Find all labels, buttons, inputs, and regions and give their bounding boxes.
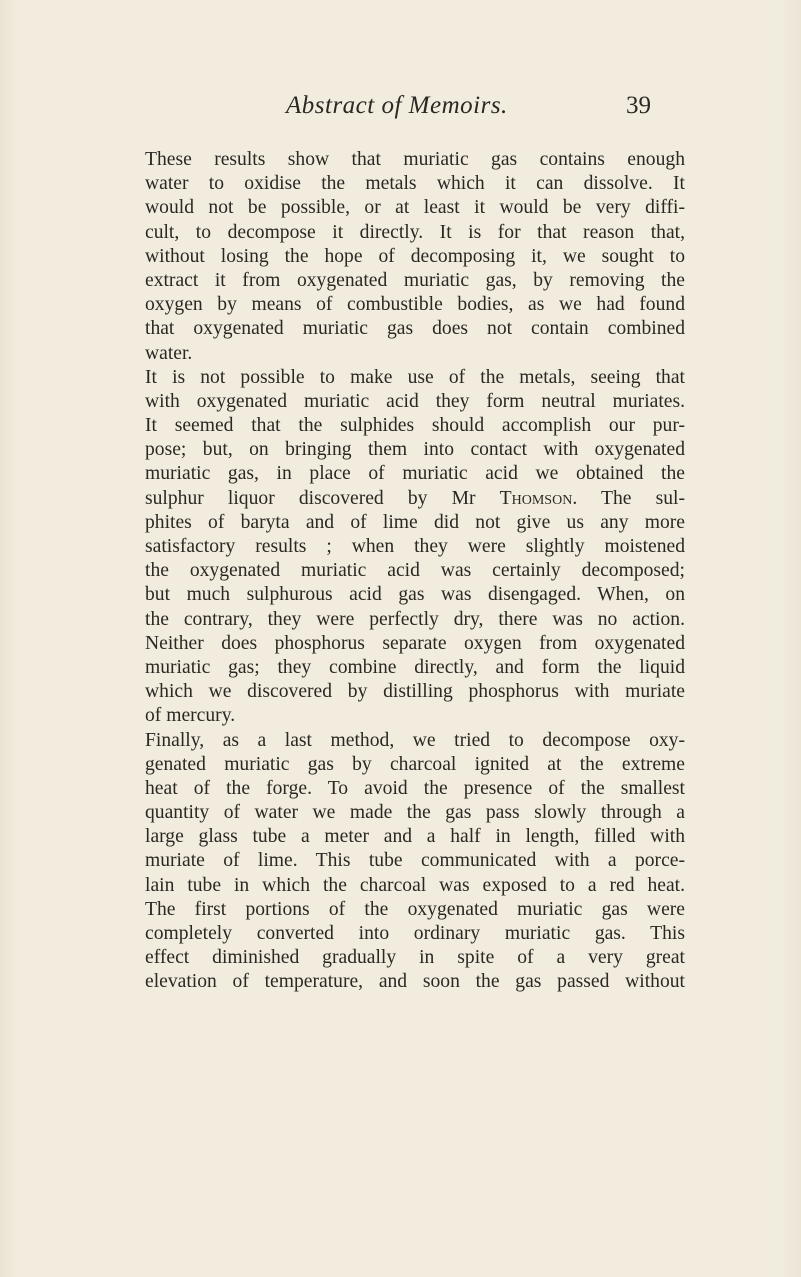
text-line: pose; but, on bringing them into contact with oxygenated [145, 439, 685, 461]
text-line: cult, to decompose it directly. It is for that reason that, [145, 221, 685, 243]
page-header [0, 92, 801, 132]
text-line: genated muriatic gas by charcoal ignited at the extreme [145, 753, 685, 775]
body-text [145, 148, 685, 995]
running-title: Abstract of Memoirs. [286, 92, 508, 119]
text-line: effect diminished gradually in spite of a very great [145, 947, 685, 969]
text-line: The first portions of the oxygenated muriatic gas were [145, 898, 685, 920]
text-line: quantity of water we made the gas pass slowly through a [145, 802, 685, 824]
text-line: water to oxidise the metals which it can dissolve. It [145, 173, 685, 195]
text-line: large glass tube a meter and a half in length, filled with [145, 826, 685, 848]
text-line: These results show that muriatic gas contains enough [145, 149, 685, 170]
text-line: extract it from oxygenated muriatic gas, by removing the [145, 269, 685, 291]
text-line: Finally, as a last method, we tried to decompose oxy- [145, 729, 685, 751]
text-line: completely converted into ordinary muriatic gas. This [145, 923, 685, 944]
text-line: lain tube in which the charcoal was exposed to a red heat. [145, 874, 685, 896]
text-line: which we discovered by distilling phosphorus with muriate [145, 681, 685, 703]
text-line: would not be possible, or at least it would be very diffi- [145, 197, 685, 219]
text-line: that oxygenated muriatic gas does not contain combined [145, 318, 685, 340]
text-line: heat of the forge. To avoid the presence of the smallest [145, 777, 685, 799]
text-line: muriate of lime. This tube communicated with a porce- [145, 850, 685, 872]
text-line: sulphur liquor discovered by Mr Thomson. The sul- [145, 487, 685, 509]
text-line: It seemed that the sulphides should accomplish our pur- [145, 415, 685, 437]
text-line: muriatic gas; they combine directly, and form the liquid [145, 656, 685, 678]
text-line: water. [145, 342, 193, 364]
text-line: without losing the hope of decomposing it, we sought to [145, 245, 685, 267]
text-line: the contrary, they were perfectly dry, there was no action. [145, 608, 685, 630]
text-line: phites of baryta and of lime did not give us any more [145, 511, 685, 533]
text-line: with oxygenated muriatic acid they form neutral muriates. [145, 390, 685, 412]
text-line: satisfactory results ; when they were slightly moistened [145, 536, 685, 557]
author-name: Thomson [499, 487, 573, 509]
text-line: It is not possible to make use of the metals, seeing that [145, 366, 685, 388]
text-line: the oxygenated muriatic acid was certainly decomposed; [145, 560, 685, 582]
text-line: oxygen by means of combustible bodies, as we had found [145, 294, 685, 316]
text-line: elevation of temperature, and soon the gas passed without [145, 971, 685, 993]
text-line: muriatic gas, in place of muriatic acid we obtained the [145, 463, 685, 485]
text-line: Neither does phosphorus separate oxygen from oxygenated [145, 632, 685, 654]
text-line: but much sulphurous acid gas was disengaged. When, on [145, 584, 685, 606]
page-number: 39 [626, 92, 651, 119]
text-line: of mercury. [145, 705, 236, 727]
